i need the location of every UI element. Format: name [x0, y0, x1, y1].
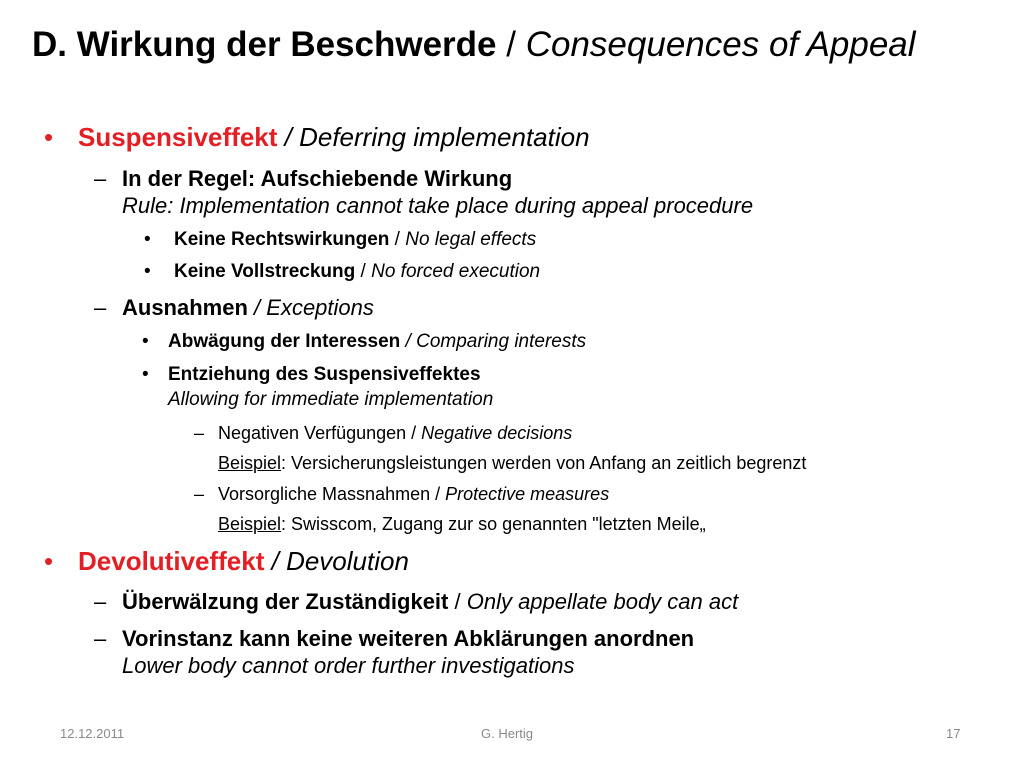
dash-marker: – — [194, 484, 205, 504]
suspensive-label: Suspensiveffekt — [78, 122, 278, 152]
dash-marker: – — [94, 626, 107, 651]
comparing-interests-label: Abwägung der Interessen — [168, 331, 401, 352]
devolutive-translation: Devolution — [286, 546, 409, 576]
investigations-translation: Lower body cannot order further investigations — [122, 653, 575, 678]
rule-translation: Rule: Implementation cannot take place during appeal procedure — [122, 193, 754, 218]
rule-item-legal-effects — [144, 227, 537, 252]
exceptions-item — [94, 294, 374, 321]
bullet-suspensive — [44, 121, 590, 153]
footer-author: G. Hertig — [481, 726, 534, 741]
rule-label: In der Regel: Aufschiebende Wirkung — [122, 166, 513, 191]
bullet-marker: • — [44, 122, 54, 152]
negative-decisions-label: Negativen Verfügungen — [218, 423, 407, 443]
competence-label: Überwälzung der Zuständigkeit — [122, 589, 449, 614]
exceptions-separator: / — [247, 295, 267, 320]
forced-execution-separator: / — [355, 261, 372, 282]
example-text: : Versicherungsleistungen werden von Anfang an zeitlich begrenzt — [281, 453, 807, 473]
bullet-marker: • — [144, 229, 151, 250]
exceptions-label: Ausnahmen — [122, 295, 248, 320]
legal-effects-label: Keine Rechtswirkungen — [174, 229, 390, 250]
rule-item — [94, 165, 754, 219]
comparing-interests-translation: Comparing interests — [416, 331, 587, 352]
competence-translation: Only appellate body can act — [466, 589, 739, 614]
dash-marker: – — [94, 295, 107, 320]
bullet-devolutive — [44, 545, 409, 577]
devolutive-label: Devolutiveffekt — [78, 546, 265, 576]
withdrawal-translation: Allowing for immediate implementation — [168, 389, 494, 410]
case-protective-measures — [194, 479, 706, 539]
slide-title — [32, 22, 1012, 68]
rule-item-forced-execution — [144, 259, 541, 284]
example-label: Beispiel — [218, 453, 282, 473]
forced-execution-label: Keine Vollstreckung — [174, 261, 356, 282]
withdrawal-label: Entziehung des Suspensiveffektes — [168, 364, 481, 385]
protective-measures-label: Vorsorgliche Massnahmen — [218, 484, 431, 504]
exceptions-translation: Exceptions — [266, 295, 374, 320]
exception-withdrawal — [142, 362, 494, 412]
devolutive-investigations — [94, 625, 695, 679]
negative-decisions-separator: / — [406, 423, 422, 443]
suspensive-separator: / — [277, 122, 300, 152]
bullet-marker: • — [142, 331, 149, 352]
suspensive-translation: Deferring implementation — [299, 122, 590, 152]
forced-execution-translation: No forced execution — [371, 261, 541, 282]
bullet-marker: • — [142, 364, 149, 385]
dash-marker: – — [94, 166, 107, 191]
negative-decisions-translation: Negative decisions — [421, 423, 573, 443]
legal-effects-translation: No legal effects — [405, 229, 537, 250]
footer-date: 12.12.2011 — [60, 726, 125, 741]
protective-measures-translation: Protective measures — [445, 484, 610, 504]
exception-comparing-interests — [142, 329, 587, 354]
bullet-marker: • — [44, 546, 54, 576]
dash-marker: – — [194, 423, 205, 443]
title-separator: / — [496, 25, 526, 64]
investigations-label: Vorinstanz kann keine weiteren Abklärungen anordnen — [122, 626, 695, 651]
title-german: D. Wirkung der Beschwerde — [32, 25, 497, 64]
example-label: Beispiel — [218, 514, 282, 534]
example-text: : Swisscom, Zugang zur so genannten "letzten Meile„ — [281, 514, 706, 534]
comparing-interests-separator: / — [400, 331, 417, 352]
competence-separator: / — [448, 589, 467, 614]
case-negative-decisions — [194, 418, 807, 478]
footer-page-number: 17 — [946, 726, 961, 741]
legal-effects-separator: / — [389, 229, 406, 250]
title-english: Consequences of Appeal — [525, 25, 916, 64]
bullet-marker: • — [144, 261, 151, 282]
devolutive-separator: / — [264, 546, 287, 576]
protective-measures-separator: / — [430, 484, 446, 504]
devolutive-competence — [94, 588, 739, 615]
dash-marker: – — [94, 589, 107, 614]
